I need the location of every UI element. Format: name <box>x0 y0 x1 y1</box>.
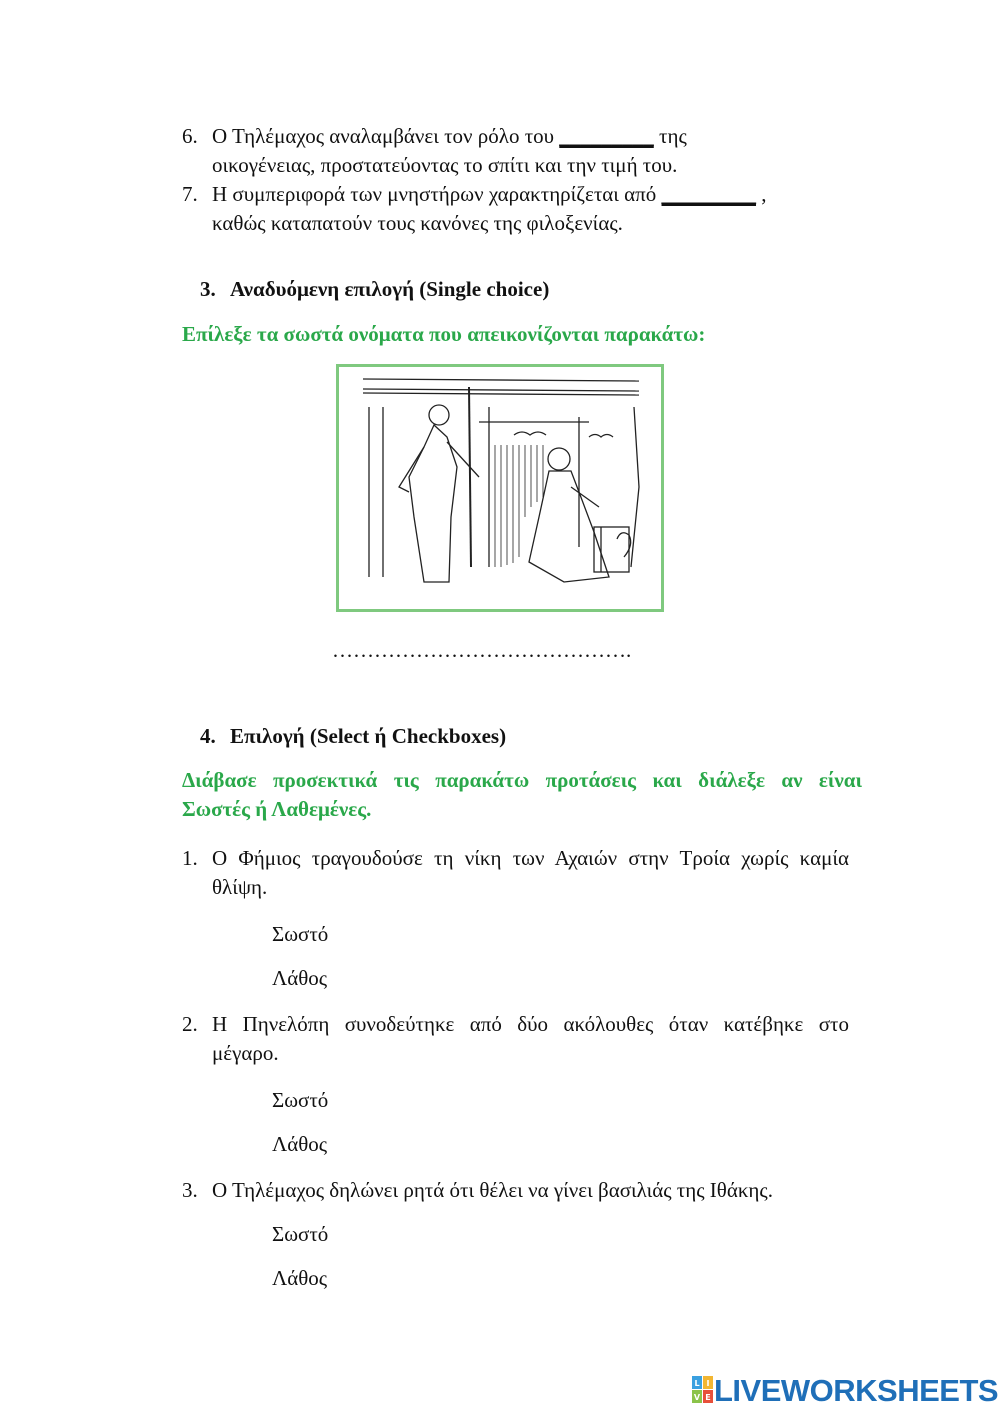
item-number: 7. <box>182 182 198 206</box>
logo-letter: V <box>693 1393 701 1402</box>
answer-dotted-line[interactable]: ……………………………………. <box>332 638 632 662</box>
option-true[interactable]: Σωστό <box>272 1222 329 1246</box>
option-false[interactable]: Λάθος <box>272 1132 328 1156</box>
brand-name: LIVEWORKSHEETS <box>714 1372 999 1408</box>
item-text-line2: καθώς καταπατούν τους κανόνες της φιλοξενίας. <box>212 211 623 235</box>
option-true[interactable]: Σωστό <box>272 922 329 946</box>
logo-letter: I <box>706 1379 710 1388</box>
fill-item-6 <box>182 122 862 180</box>
question-text: Ο Φήμιος τραγουδούσε τη νίκη των Αχαιών στην Τροία χωρίς καμία <box>212 846 849 870</box>
vase-painting-image <box>336 364 664 612</box>
section-title: Αναδυόμενη επιλογή (Single choice) <box>230 277 550 301</box>
option-false[interactable]: Λάθος <box>272 1266 328 1290</box>
item-text-line2: οικογένειας, προστατεύοντας το σπίτι και την τιμή του. <box>212 153 678 177</box>
section-title: Επιλογή (Select ή Checkboxes) <box>230 724 507 748</box>
question-text-line2: μέγαρο. <box>212 1041 279 1065</box>
question-number: 1. <box>182 846 198 870</box>
vase-painting-illustration <box>339 367 661 609</box>
section-number: 4. <box>200 724 216 748</box>
section-number: 3. <box>200 277 216 301</box>
option-true[interactable]: Σωστό <box>272 1088 329 1112</box>
liveworksheets-brand <box>692 1374 998 1406</box>
section-3-heading <box>200 275 549 304</box>
logo-letter: E <box>705 1393 711 1402</box>
question-2 <box>182 1010 849 1068</box>
item-text: Ο Τηλέμαχος αναλαμβάνει τον ρόλο του <box>212 124 560 148</box>
item-number: 6. <box>182 124 198 148</box>
liveworksheets-logo-icon <box>692 1376 714 1404</box>
blank-field[interactable]: _________ <box>559 124 654 148</box>
fill-item-7 <box>182 180 862 238</box>
section-3-instruction: Επίλεξε τα σωστά ονόματα που απεικονίζονται παρακάτω: <box>182 322 706 346</box>
blank-field[interactable]: _________ <box>661 182 757 206</box>
question-1 <box>182 844 849 902</box>
instruction-line: Σωστές ή Λαθεμένες. <box>182 797 372 821</box>
question-number: 3. <box>182 1178 198 1202</box>
question-text: Η Πηνελόπη συνοδεύτηκε από δύο ακόλουθες όταν κατέβηκε στο <box>212 1012 849 1036</box>
item-text: της <box>653 124 687 148</box>
section-4-heading <box>200 722 506 751</box>
question-3 <box>182 1176 862 1205</box>
question-text-line2: θλίψη. <box>212 875 268 899</box>
question-text: Ο Τηλέμαχος δηλώνει ρητά ότι θέλει να γίνει βασιλιάς της Ιθάκης. <box>212 1178 773 1202</box>
section-4-instruction <box>182 766 862 824</box>
question-number: 2. <box>182 1012 198 1036</box>
instruction-line: Διάβασε προσεκτικά τις παρακάτω προτάσεις και διάλεξε αν είναι <box>182 768 862 792</box>
logo-letter: L <box>694 1379 700 1388</box>
item-text: , <box>756 182 767 206</box>
option-false[interactable]: Λάθος <box>272 966 328 990</box>
item-text: Η συμπεριφορά των μνηστήρων χαρακτηρίζεται από <box>212 182 662 206</box>
